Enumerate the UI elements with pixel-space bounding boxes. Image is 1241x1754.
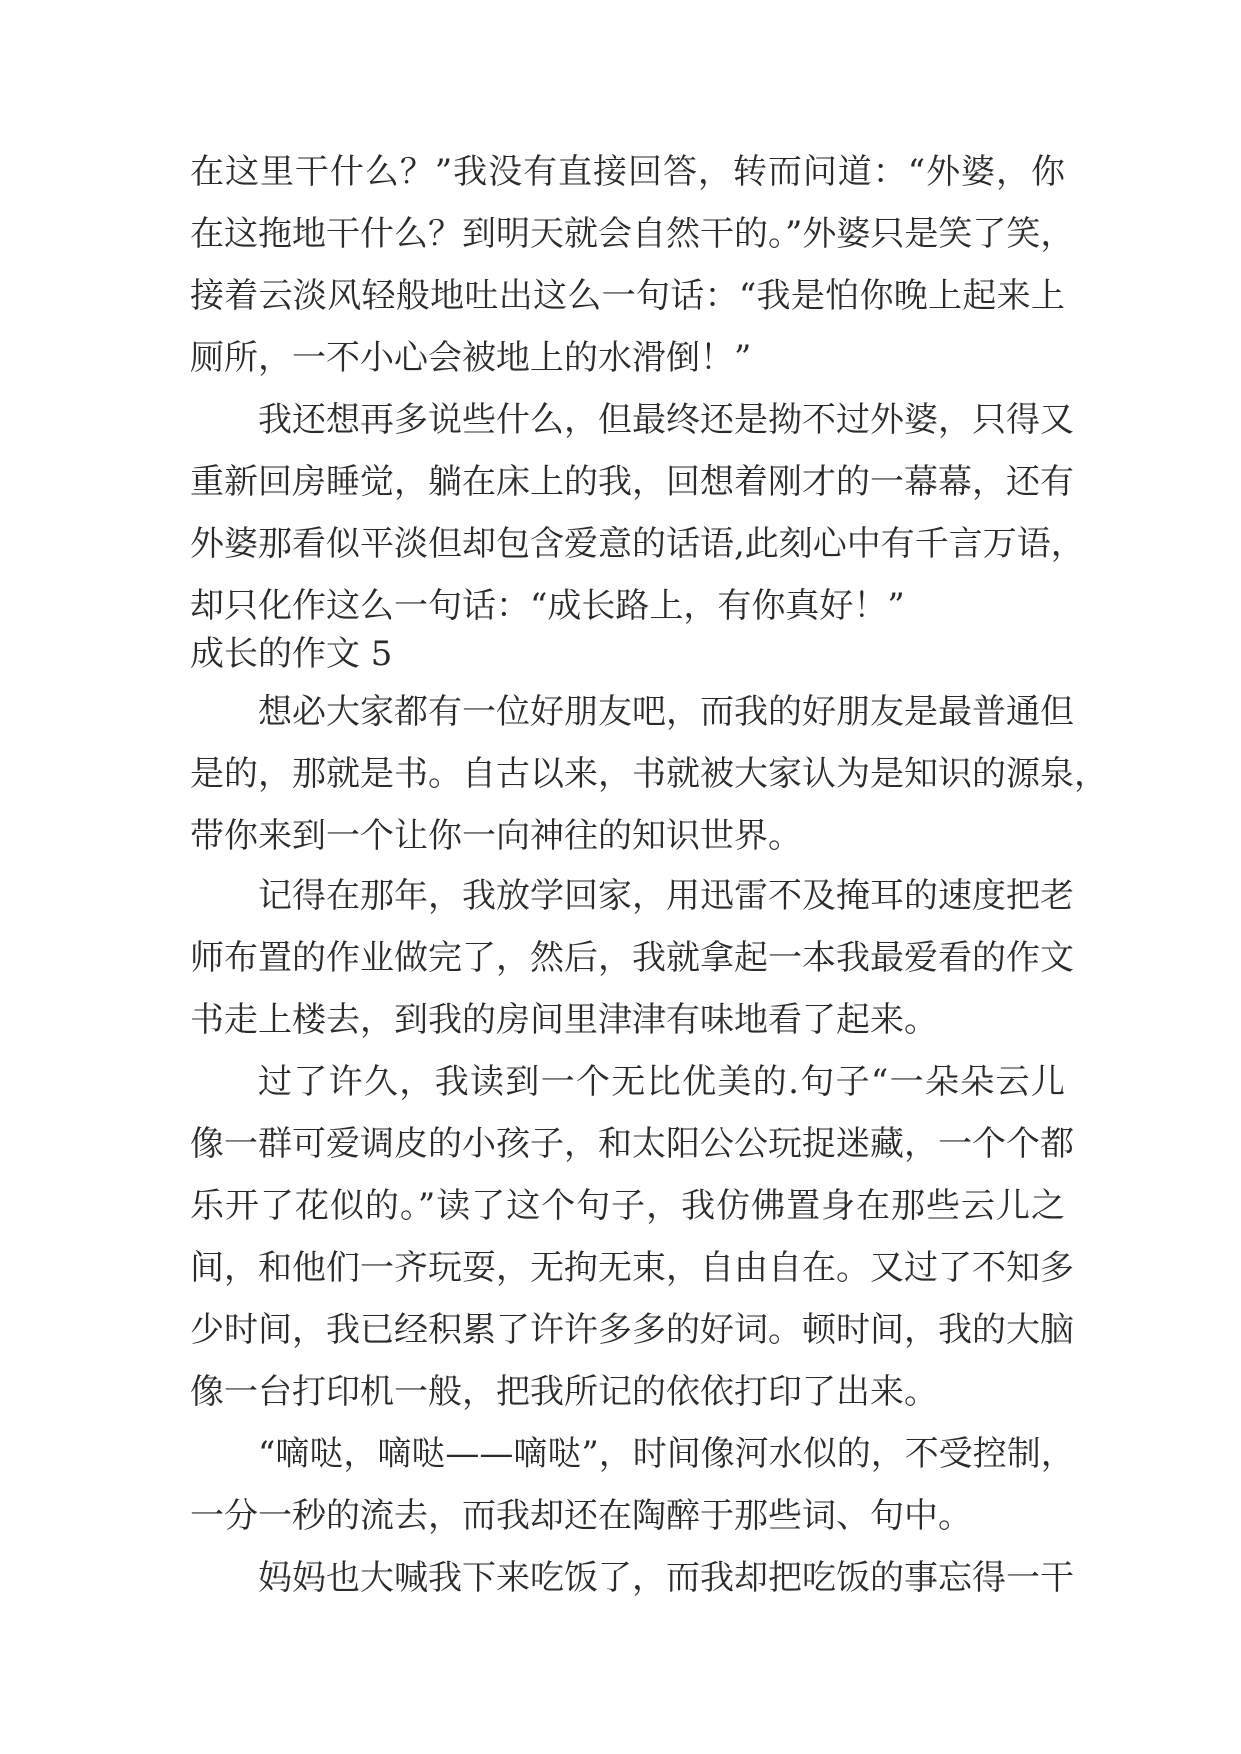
section-heading: 成长的作文 5 — [190, 634, 393, 674]
text-line: 接着云淡风轻般地吐出这么一句话：“我是怕你晚上起来上 — [190, 276, 1065, 316]
text-line: 一分一秒的流去，而我却还在陶醉于那些词、句中。 — [190, 1496, 972, 1536]
paragraph-first-line: 想必大家都有一位好朋友吧，而我的好朋友是最普通但 — [258, 692, 1074, 732]
text-line: 在这里干什么？”我没有直接回答，转而问道：“外婆，你 — [190, 152, 1065, 192]
paragraph-first-line: 我还想再多说些什么，但最终还是拗不过外婆，只得又 — [258, 400, 1074, 440]
paragraph-first-line: 过了许久，我读到一个无比优美的.句子“一朵朵云儿 — [258, 1062, 1065, 1102]
text-line: 乐开了花似的。”读了这个句子，我仿佛置身在那些云儿之 — [190, 1186, 1065, 1226]
paragraph-first-line: 记得在那年，我放学回家，用迅雷不及掩耳的速度把老 — [258, 876, 1074, 916]
text-line: 间，和他们一齐玩耍，无拘无束，自由自在。又过了不知多 — [190, 1248, 1074, 1288]
text-line: 重新回房睡觉，躺在床上的我，回想着刚才的一幕幕，还有 — [190, 462, 1074, 502]
text-line: 带你来到一个让你一向神往的知识世界。 — [190, 816, 802, 856]
text-line: 是的，那就是书。自古以来，书就被大家认为是知识的源泉， — [190, 754, 1108, 794]
paragraph-first-line: 妈妈也大喊我下来吃饭了，而我却把吃饭的事忘得一干 — [258, 1558, 1074, 1598]
paragraph-first-line: “嘀哒，嘀哒——嘀哒”，时间像河水似的，不受控制， — [258, 1434, 1075, 1474]
text-line: 师布置的作业做完了，然后，我就拿起一本我最爱看的作文 — [190, 938, 1074, 978]
text-line: 像一台打印机一般，把我所记的依依打印了出来。 — [190, 1372, 938, 1412]
text-line: 厕所，一不小心会被地上的水滑倒！” — [190, 338, 752, 378]
text-line: 却只化作这么一句话：“成长路上，有你真好！” — [190, 586, 905, 626]
text-line: 外婆那看似平淡但却包含爱意的话语,此刻心中有千言万语， — [190, 524, 1085, 564]
text-line: 少时间，我已经积累了许许多多的好词。顿时间，我的大脑 — [190, 1310, 1074, 1350]
text-line: 像一群可爱调皮的小孩子，和太阳公公玩捉迷藏，一个个都 — [190, 1124, 1074, 1164]
text-line: 书走上楼去，到我的房间里津津有味地看了起来。 — [190, 1000, 938, 1040]
text-line: 在这拖地干什么？到明天就会自然干的。”外婆只是笑了笑， — [190, 214, 1075, 254]
